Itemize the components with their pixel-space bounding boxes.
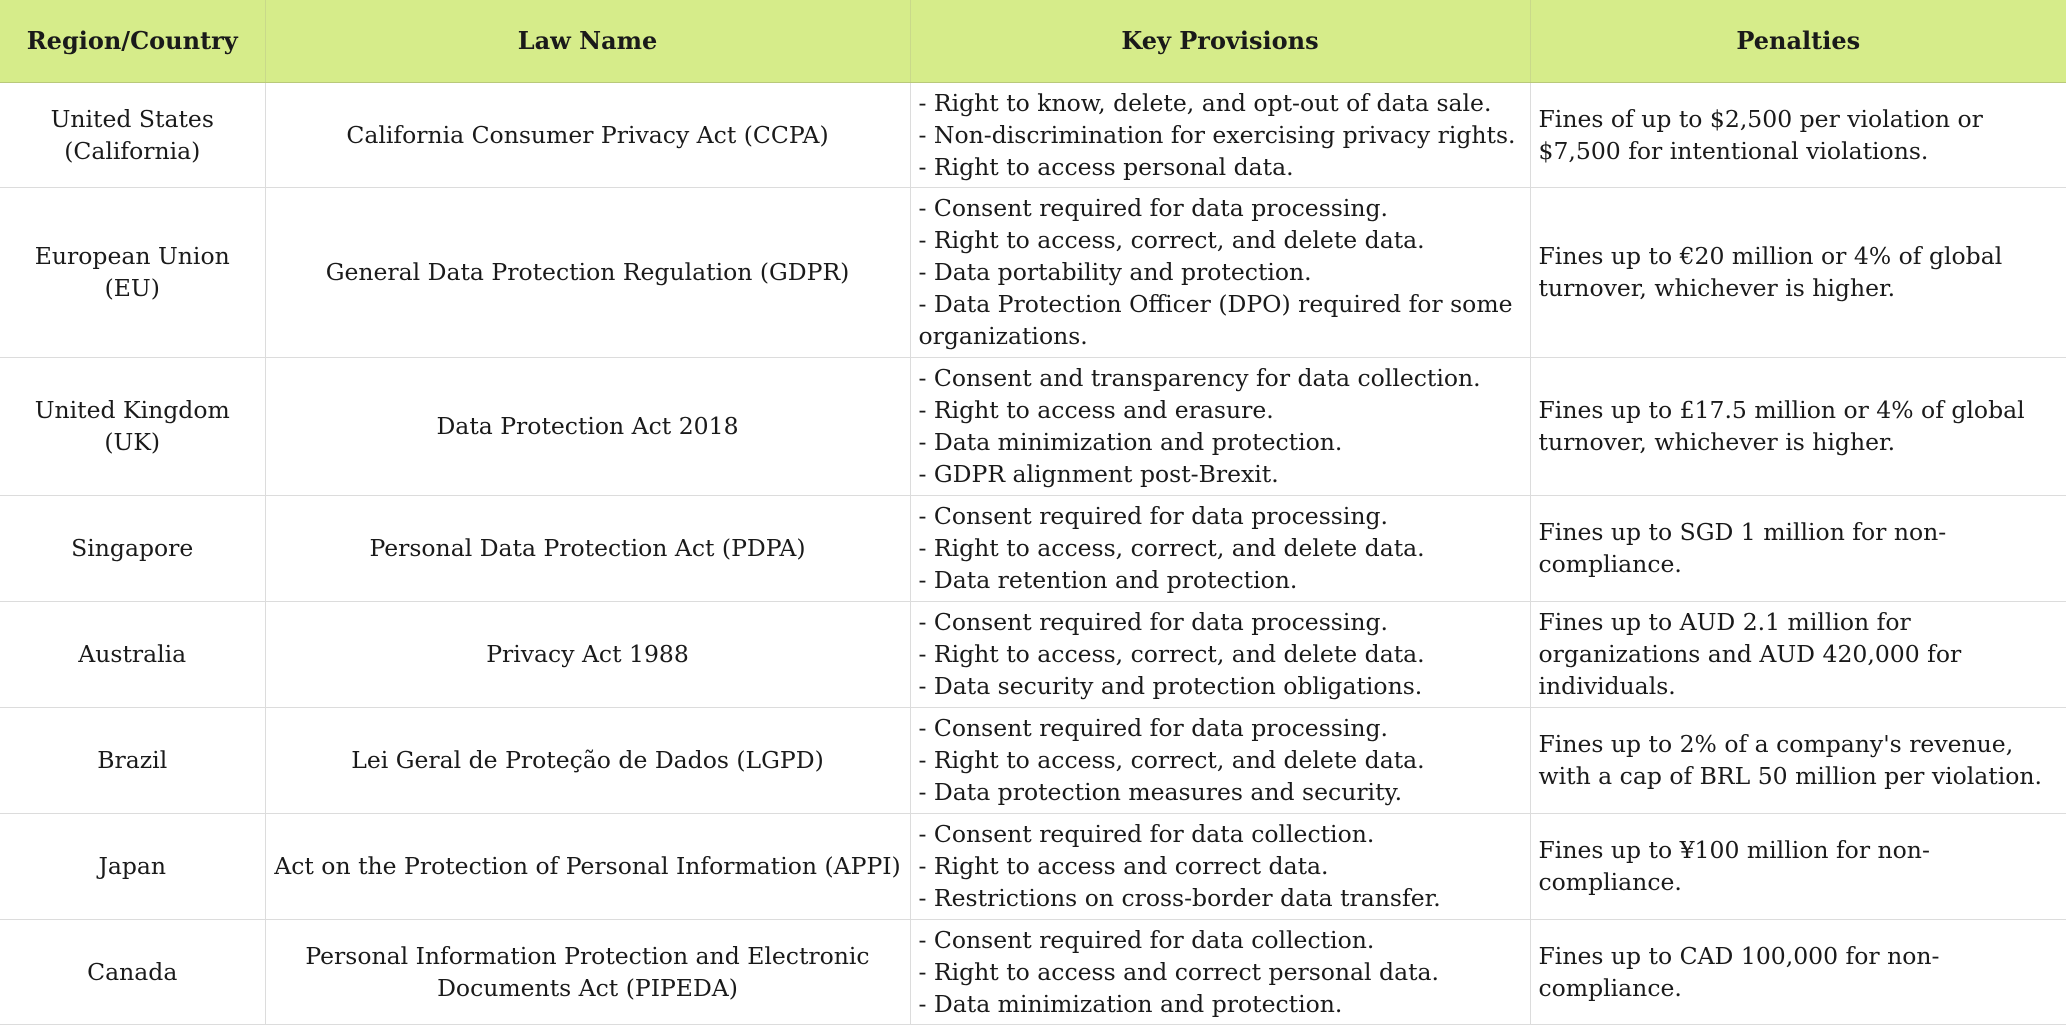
provision-item: - Right to access, correct, and delete data.	[918, 746, 1425, 774]
provision-item: - Right to access and correct data.	[918, 852, 1329, 880]
penalties-cell: Fines up to £17.5 million or 4% of global turnover, whichever is higher.	[1530, 357, 2066, 495]
provision-item: - Consent required for data collection.	[918, 820, 1375, 848]
provision-item: - Right to access personal data.	[918, 152, 1294, 181]
law-name-cell: Lei Geral de Proteção de Dados (LGPD)	[265, 707, 910, 813]
region-cell: Australia	[0, 601, 265, 707]
penalties-cell: Fines of up to $2,500 per violation or $7,500 for intentional violations.	[1530, 82, 2066, 187]
penalties-cell: Fines up to CAD 100,000 for non-compliance.	[1530, 919, 2066, 1024]
provision-item: - Non-discrimination for exercising privacy rights.	[918, 120, 1516, 149]
provisions-cell	[910, 82, 1530, 187]
provision-item: - Consent required for data collection.	[918, 925, 1375, 954]
region-cell: United States (California)	[0, 82, 265, 187]
law-name-cell: Personal Data Protection Act (PDPA)	[265, 495, 910, 601]
provision-item: - Right to access, correct, and delete data.	[918, 640, 1425, 668]
provision-item: - Consent required for data processing.	[918, 714, 1388, 742]
penalties-cell: Fines up to 2% of a company's revenue, with a cap of BRL 50 million per violation.	[1530, 707, 2066, 813]
region-cell: United Kingdom (UK)	[0, 357, 265, 495]
provision-item: - Right to access, correct, and delete data.	[918, 534, 1425, 562]
provisions-cell	[910, 919, 1530, 1024]
provision-item: - Consent required for data processing.	[918, 194, 1388, 222]
provision-item: - Consent required for data processing.	[918, 502, 1388, 530]
region-cell: Brazil	[0, 707, 265, 813]
law-name-cell: Personal Information Protection and Electronic Documents Act (PIPEDA)	[265, 919, 910, 1024]
law-name-cell: Act on the Protection of Personal Information (APPI)	[265, 813, 910, 919]
penalties-cell: Fines up to AUD 2.1 million for organizations and AUD 420,000 for individuals.	[1530, 601, 2066, 707]
table-row	[0, 601, 2066, 707]
provision-item: - Data portability and protection.	[918, 258, 1312, 286]
table-row	[0, 919, 2066, 1024]
table-row	[0, 82, 2066, 187]
provision-item: - Consent required for data processing.	[918, 608, 1388, 636]
provisions-cell	[910, 707, 1530, 813]
provision-item: - GDPR alignment post-Brexit.	[918, 460, 1279, 488]
provision-item: - Data minimization and protection.	[918, 989, 1343, 1018]
table-row	[0, 187, 2066, 357]
table-header	[0, 0, 2066, 82]
provisions-cell	[910, 187, 1530, 357]
provisions-cell	[910, 813, 1530, 919]
provision-item: - Data retention and protection.	[918, 566, 1298, 594]
header-row	[0, 0, 2066, 82]
law-name-cell: California Consumer Privacy Act (CCPA)	[265, 82, 910, 187]
penalties-cell: Fines up to €20 million or 4% of global turnover, whichever is higher.	[1530, 187, 2066, 357]
provision-item: - Data Protection Officer (DPO) required for some organizations.	[918, 290, 1513, 350]
header-law-name: Law Name	[265, 0, 910, 82]
provision-item: - Data security and protection obligations.	[918, 672, 1423, 700]
provision-item: - Right to access and correct personal data.	[918, 957, 1440, 986]
provision-item: - Data minimization and protection.	[918, 428, 1343, 456]
provisions-cell	[910, 357, 1530, 495]
table-row	[0, 495, 2066, 601]
table-row	[0, 357, 2066, 495]
provisions-cell	[910, 601, 1530, 707]
provision-item: - Consent and transparency for data collection.	[918, 364, 1481, 392]
provision-item: - Right to access and erasure.	[918, 396, 1274, 424]
provision-item: - Right to access, correct, and delete data.	[918, 226, 1425, 254]
provision-item: - Right to know, delete, and opt-out of data sale.	[918, 88, 1492, 117]
law-name-cell: Privacy Act 1988	[265, 601, 910, 707]
region-cell: Singapore	[0, 495, 265, 601]
penalties-cell: Fines up to SGD 1 million for non-compliance.	[1530, 495, 2066, 601]
region-cell: Canada	[0, 919, 265, 1024]
region-cell: European Union (EU)	[0, 187, 265, 357]
law-name-cell: General Data Protection Regulation (GDPR)	[265, 187, 910, 357]
provision-item: - Data protection measures and security.	[918, 778, 1403, 806]
provision-item: - Restrictions on cross-border data transfer.	[918, 884, 1441, 912]
table-body	[0, 82, 2066, 1024]
penalties-cell: Fines up to ¥100 million for non-compliance.	[1530, 813, 2066, 919]
table-row	[0, 813, 2066, 919]
header-penalties: Penalties	[1530, 0, 2066, 82]
header-key-provisions: Key Provisions	[910, 0, 1530, 82]
table-row	[0, 707, 2066, 813]
law-name-cell: Data Protection Act 2018	[265, 357, 910, 495]
provisions-cell	[910, 495, 1530, 601]
region-cell: Japan	[0, 813, 265, 919]
header-region-country: Region/Country	[0, 0, 265, 82]
